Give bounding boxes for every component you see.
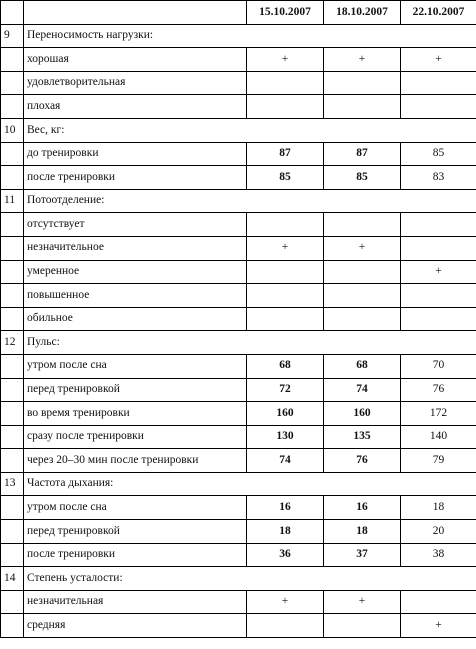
table-row (1, 614, 476, 638)
row-label: повышенное (24, 284, 247, 308)
table-row (1, 425, 476, 449)
row-number-cell (1, 284, 24, 308)
row-number-cell (1, 378, 24, 402)
value-cell-1 (247, 307, 324, 331)
section-row (1, 567, 476, 591)
value-cell-1: 18 (247, 520, 324, 544)
section-title: Переносимость нагрузки: (24, 24, 476, 48)
corner-cell (1, 1, 24, 25)
value-cell-2: + (324, 236, 401, 260)
table-row (1, 307, 476, 331)
section-title: Потоотделение: (24, 189, 476, 213)
row-label: после тренировки (24, 543, 247, 567)
value-cell-2 (324, 260, 401, 284)
date-header-3: 22.10.2007 (401, 1, 476, 25)
section-row (1, 331, 476, 355)
section-title: Пульс: (24, 331, 476, 355)
row-number-cell (1, 496, 24, 520)
row-number-cell (1, 425, 24, 449)
value-cell-2: 68 (324, 354, 401, 378)
value-cell-2: 16 (324, 496, 401, 520)
table-row (1, 354, 476, 378)
value-cell-1 (247, 71, 324, 95)
value-cell-1: 72 (247, 378, 324, 402)
value-cell-1: + (247, 236, 324, 260)
value-cell-3: 85 (401, 142, 476, 166)
table-row (1, 378, 476, 402)
row-label: после тренировки (24, 166, 247, 190)
section-number: 14 (1, 567, 24, 591)
table-row (1, 543, 476, 567)
table-row (1, 402, 476, 426)
value-cell-1: 87 (247, 142, 324, 166)
value-cell-2 (324, 614, 401, 638)
section-number: 12 (1, 331, 24, 355)
section-title: Вес, кг: (24, 118, 476, 142)
table-row (1, 590, 476, 614)
row-label: утром после сна (24, 496, 247, 520)
section-row (1, 24, 476, 48)
value-cell-1: + (247, 590, 324, 614)
value-cell-1 (247, 213, 324, 237)
value-cell-1 (247, 284, 324, 308)
table-row (1, 260, 476, 284)
section-row (1, 189, 476, 213)
value-cell-1: + (247, 48, 324, 72)
row-label: через 20–30 мин после тренировки (24, 449, 247, 473)
row-number-cell (1, 48, 24, 72)
row-label: во время тренировки (24, 402, 247, 426)
value-cell-2: 135 (324, 425, 401, 449)
value-cell-1: 16 (247, 496, 324, 520)
row-number-cell (1, 307, 24, 331)
row-number-cell (1, 95, 24, 119)
value-cell-3 (401, 590, 476, 614)
value-cell-2: + (324, 590, 401, 614)
table-row (1, 95, 476, 119)
row-number-cell (1, 236, 24, 260)
row-label: отсутствует (24, 213, 247, 237)
row-label: незначительная (24, 590, 247, 614)
row-number-cell (1, 142, 24, 166)
value-cell-1 (247, 95, 324, 119)
value-cell-2: 160 (324, 402, 401, 426)
row-number-cell (1, 590, 24, 614)
row-label: незначительное (24, 236, 247, 260)
table-row (1, 449, 476, 473)
value-cell-2 (324, 284, 401, 308)
row-number-cell (1, 354, 24, 378)
value-cell-2 (324, 307, 401, 331)
table-row (1, 284, 476, 308)
value-cell-3: + (401, 260, 476, 284)
value-cell-3 (401, 284, 476, 308)
value-cell-3: 172 (401, 402, 476, 426)
table-row (1, 166, 476, 190)
row-number-cell (1, 520, 24, 544)
table-row (1, 496, 476, 520)
table-row (1, 520, 476, 544)
table-row (1, 213, 476, 237)
table-row (1, 142, 476, 166)
value-cell-2 (324, 71, 401, 95)
table-body (1, 1, 476, 638)
row-label: плохая (24, 95, 247, 119)
value-cell-3 (401, 95, 476, 119)
row-label: перед тренировкой (24, 378, 247, 402)
value-cell-1: 130 (247, 425, 324, 449)
row-number-cell (1, 402, 24, 426)
value-cell-3 (401, 71, 476, 95)
value-cell-1 (247, 614, 324, 638)
value-cell-3: + (401, 614, 476, 638)
row-label: сразу после тренировки (24, 425, 247, 449)
value-cell-2: + (324, 48, 401, 72)
section-title: Частота дыхания: (24, 472, 476, 496)
row-number-cell (1, 213, 24, 237)
value-cell-3: 79 (401, 449, 476, 473)
value-cell-3: 38 (401, 543, 476, 567)
value-cell-3 (401, 236, 476, 260)
value-cell-3: 140 (401, 425, 476, 449)
value-cell-2 (324, 213, 401, 237)
value-cell-3: 83 (401, 166, 476, 190)
value-cell-2: 76 (324, 449, 401, 473)
section-number: 9 (1, 24, 24, 48)
section-number: 11 (1, 189, 24, 213)
value-cell-2: 74 (324, 378, 401, 402)
row-label: до тренировки (24, 142, 247, 166)
value-cell-2: 37 (324, 543, 401, 567)
label-header-cell (24, 1, 247, 25)
row-number-cell (1, 449, 24, 473)
value-cell-3 (401, 307, 476, 331)
section-row (1, 118, 476, 142)
row-label: хорошая (24, 48, 247, 72)
value-cell-3: + (401, 48, 476, 72)
row-number-cell (1, 614, 24, 638)
table-row (1, 48, 476, 72)
row-number-cell (1, 260, 24, 284)
section-number: 13 (1, 472, 24, 496)
value-cell-3: 70 (401, 354, 476, 378)
value-cell-2: 85 (324, 166, 401, 190)
date-header-2: 18.10.2007 (324, 1, 401, 25)
value-cell-1: 74 (247, 449, 324, 473)
header-row (1, 1, 476, 25)
value-cell-3: 76 (401, 378, 476, 402)
value-cell-2: 87 (324, 142, 401, 166)
section-row (1, 472, 476, 496)
row-label: удовлетворительная (24, 71, 247, 95)
row-label: средняя (24, 614, 247, 638)
value-cell-1 (247, 260, 324, 284)
value-cell-3 (401, 213, 476, 237)
table-row (1, 71, 476, 95)
value-cell-1: 160 (247, 402, 324, 426)
row-label: перед тренировкой (24, 520, 247, 544)
row-number-cell (1, 71, 24, 95)
row-number-cell (1, 166, 24, 190)
row-label: утром после сна (24, 354, 247, 378)
row-number-cell (1, 543, 24, 567)
date-header-1: 15.10.2007 (247, 1, 324, 25)
value-cell-1: 85 (247, 166, 324, 190)
section-number: 10 (1, 118, 24, 142)
value-cell-3: 18 (401, 496, 476, 520)
value-cell-2: 18 (324, 520, 401, 544)
row-label: умеренное (24, 260, 247, 284)
value-cell-2 (324, 95, 401, 119)
value-cell-3: 20 (401, 520, 476, 544)
section-title: Степень усталости: (24, 567, 476, 591)
value-cell-1: 36 (247, 543, 324, 567)
row-label: обильное (24, 307, 247, 331)
table-row (1, 236, 476, 260)
value-cell-1: 68 (247, 354, 324, 378)
